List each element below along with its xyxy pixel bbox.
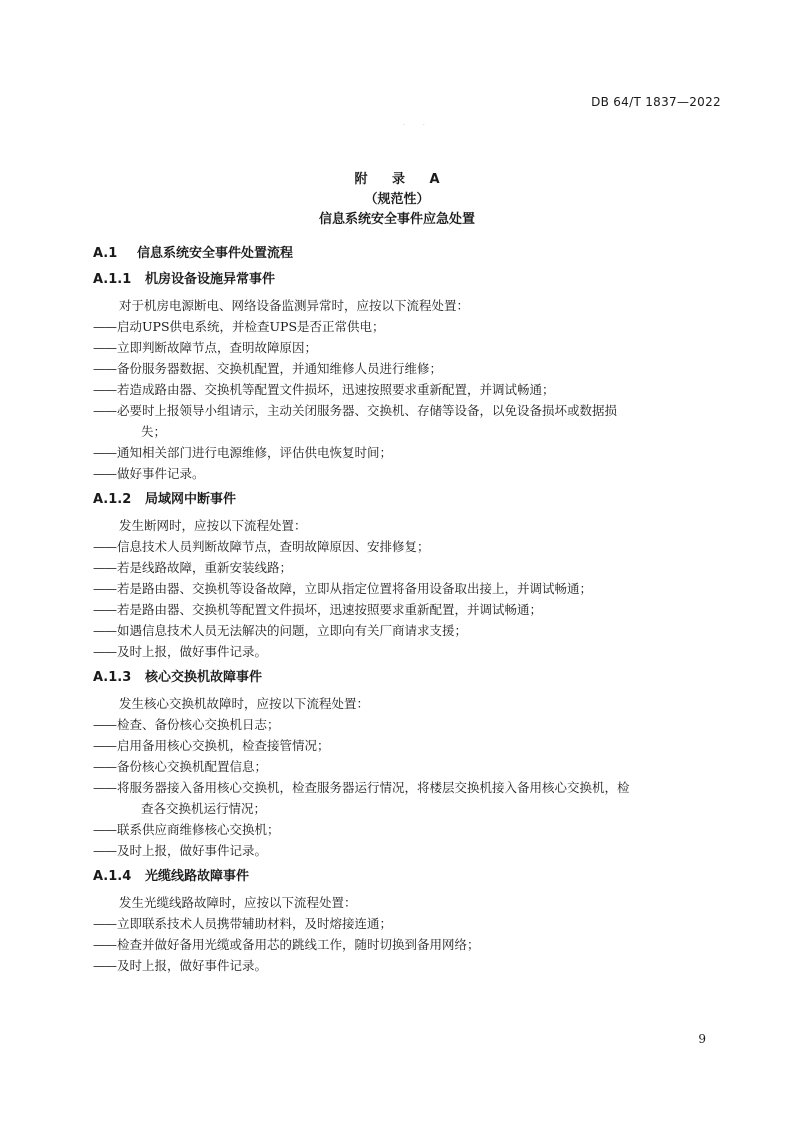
list-item: —— 必要时上报领导小组请示，主动关闭服务器、交换机、存储等设备，以免设备损坏或数据损 <box>93 400 721 421</box>
section-title: 信息系统安全事件处置流程 <box>137 246 294 261</box>
section-number: A.1.2 <box>93 492 132 507</box>
section-heading-a1-1 <box>93 267 721 293</box>
section-number: A.1 <box>93 246 118 261</box>
section-title: 核心交换机故障事件 <box>145 670 263 685</box>
section-title: 光缆线路故障事件 <box>145 869 250 884</box>
list-item: —— 立即判断故障节点，查明故障原因； <box>93 337 721 358</box>
section-intro: 对于机房电源断电、网络设备监测异常时，应按以下流程处置： <box>119 298 470 313</box>
section-heading-a1-2 <box>93 487 721 513</box>
list-item: —— 启动UPS供电系统，并检查UPS是否正常供电； <box>93 316 721 337</box>
list-item: —— 立即联系技术人员携带辅助材料，及时熔接连通； <box>93 913 721 934</box>
document-body <box>93 241 721 976</box>
list-item: —— 备份服务器数据、交换机配置，并通知维修人员进行维修； <box>93 358 721 379</box>
list-item-continuation: 查各交换机运行情况； <box>141 801 267 816</box>
annex-type: （规范性） <box>364 192 430 207</box>
list-item: —— 备份核心交换机配置信息； <box>93 756 721 777</box>
list-item: —— 启用备用核心交换机，检查接管情况； <box>93 735 721 756</box>
list-item: —— 检查并做好备用光缆或备用芯的跳线工作，随时切换到备用网络； <box>93 934 721 955</box>
list-item: —— 及时上报，做好事件记录。 <box>93 840 721 861</box>
list-item: —— 若造成路由器、交换机等配置文件损坏，迅速按照要求重新配置，并调试畅通； <box>93 379 721 400</box>
list-item: —— 及时上报，做好事件记录。 <box>93 955 721 976</box>
list-item-continuation: 失； <box>141 424 167 439</box>
decorative-dots: · · <box>403 122 433 129</box>
section-title: 机房设备设施异常事件 <box>145 272 276 287</box>
section-intro: 发生光缆线路故障时，应按以下流程处置： <box>119 895 357 910</box>
section-heading-a1 <box>93 241 721 267</box>
list-item: —— 如遇信息技术人员无法解决的问题，立即向有关厂商请求支援； <box>93 620 721 641</box>
list-item: —— 检查、备份核心交换机日志； <box>93 714 721 735</box>
section-number: A.1.1 <box>93 272 132 287</box>
annex-title: 信息系统安全事件应急处置 <box>318 212 475 227</box>
section-heading-a1-4 <box>93 864 721 890</box>
section-intro: 发生断网时，应按以下流程处置： <box>119 518 307 533</box>
document-code: DB 64/T 1837—2022 <box>591 95 721 109</box>
section-heading-a1-3 <box>93 665 721 691</box>
annex-label: 附 录 A <box>354 172 450 187</box>
list-item: —— 信息技术人员判断故障节点，查明故障原因、安排修复； <box>93 536 721 557</box>
list-item: —— 若是路由器、交换机等配置文件损坏，迅速按照要求重新配置，并调试畅通； <box>93 599 721 620</box>
section-number: A.1.4 <box>93 869 132 884</box>
list-item: —— 做好事件记录。 <box>93 463 721 484</box>
section-intro: 发生核心交换机故障时，应按以下流程处置： <box>119 696 370 711</box>
list-item: —— 联系供应商维修核心交换机； <box>93 819 721 840</box>
annex-heading <box>0 170 794 230</box>
page-number: 9 <box>698 1032 706 1046</box>
section-title: 局域网中断事件 <box>145 492 237 507</box>
list-item: —— 及时上报，做好事件记录。 <box>93 641 721 662</box>
list-item: —— 将服务器接入备用核心交换机，检查服务器运行情况，将楼层交换机接入备用核心交换机，检 <box>93 777 721 798</box>
list-item: —— 若是路由器、交换机等设备故障，立即从指定位置将备用设备取出接上，并调试畅通； <box>93 578 721 599</box>
list-item: —— 通知相关部门进行电源维修，评估供电恢复时间； <box>93 442 721 463</box>
section-number: A.1.3 <box>93 670 132 685</box>
list-item: —— 若是线路故障，重新安装线路； <box>93 557 721 578</box>
